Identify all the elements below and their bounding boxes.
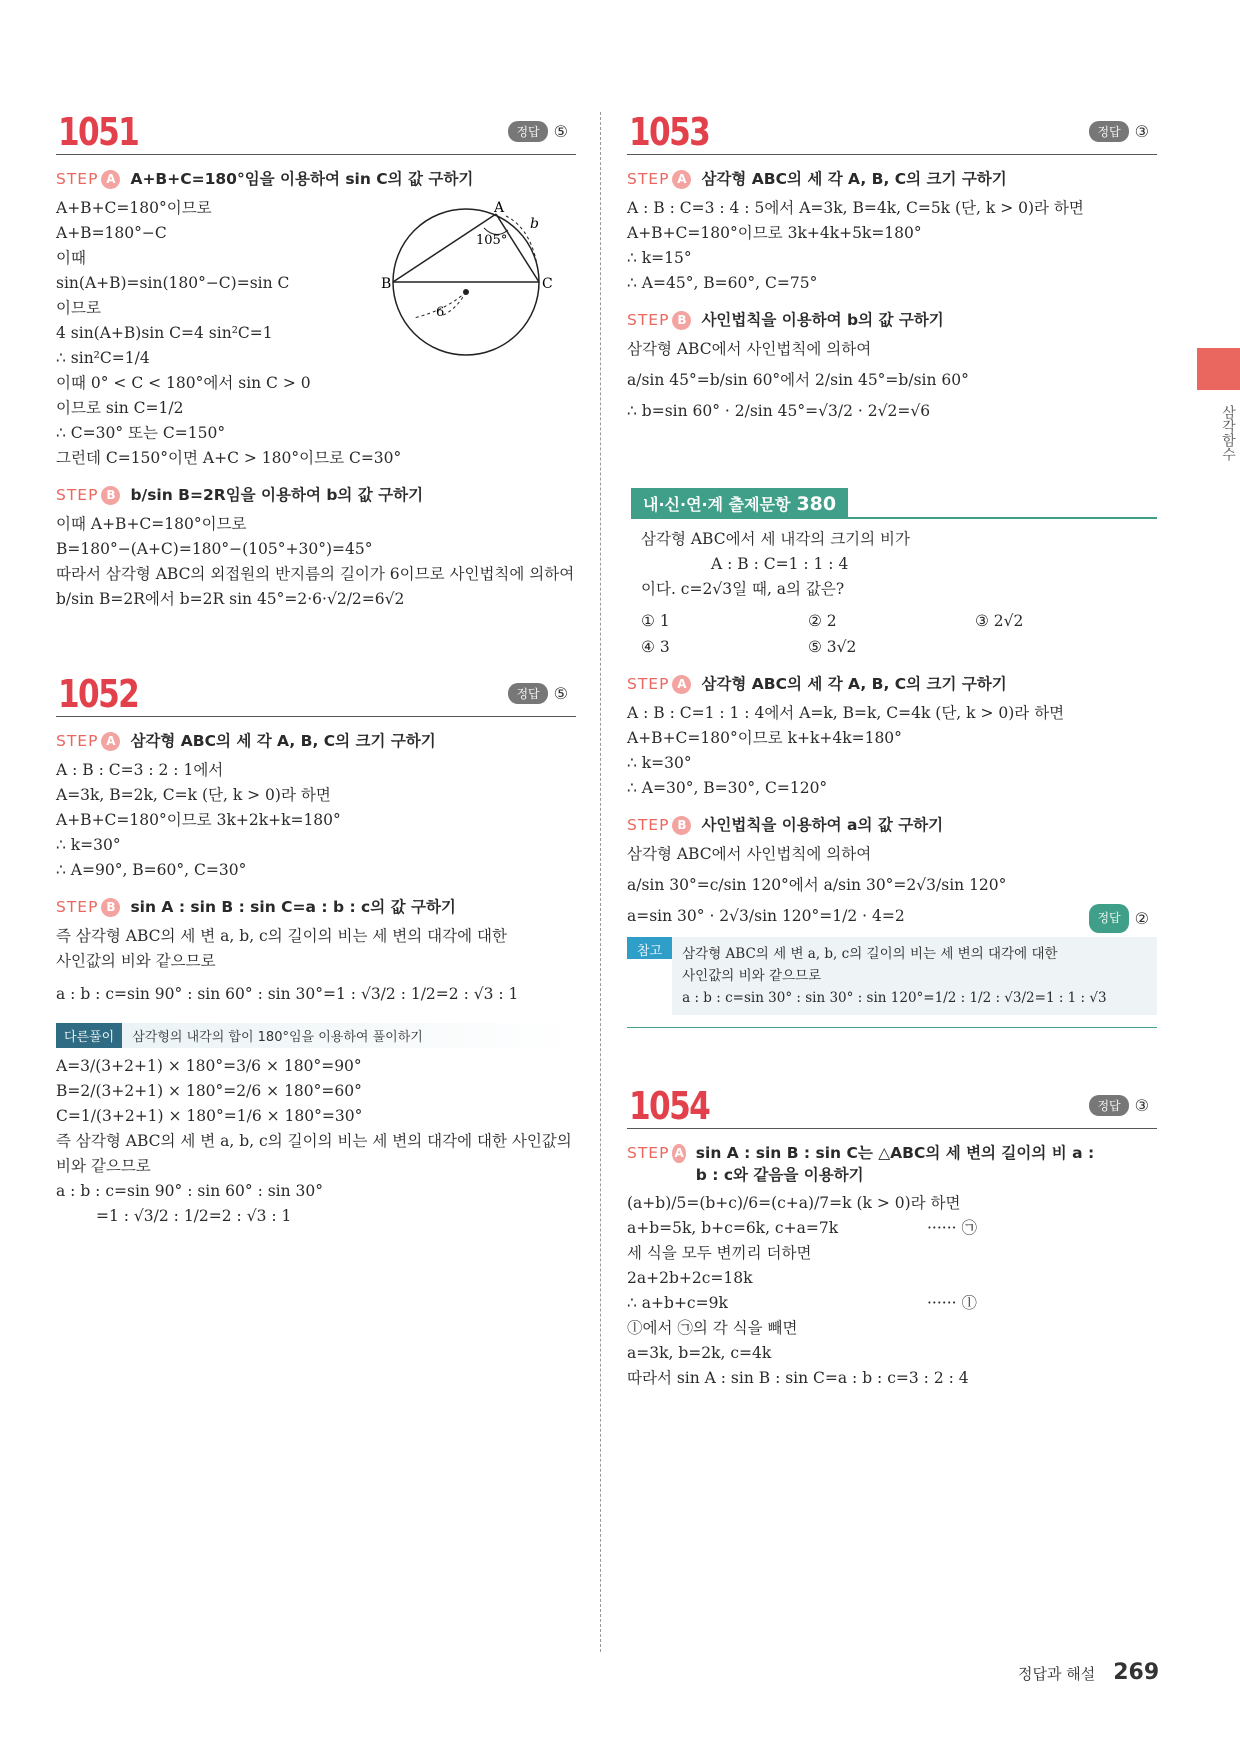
math-line: A+B+C=180°이므로 xyxy=(56,199,212,217)
answer-badge: 정답 xyxy=(508,683,547,704)
math-line: 이때 0° < C < 180°에서 sin C > 0 xyxy=(56,374,311,392)
left-column xyxy=(56,100,576,1229)
point-c-label: C xyxy=(542,276,553,292)
alternate-solution-header xyxy=(56,1023,576,1048)
question-line: 삼각형 ABC에서 세 내각의 크기의 비가 xyxy=(641,530,910,548)
choice: ① 1 xyxy=(641,612,670,630)
step-a: STEP A sin A : sin B : sin C는 △ABC의 세 변의 길이의 비 a : b : c와 같음을 이용하기 xyxy=(627,1141,1097,1185)
alternate-badge: 다른풀이 xyxy=(56,1023,122,1048)
step-letter: A xyxy=(672,675,691,694)
math-line: a/sin 45°=b/sin 60°에서 2/sin 45°=b/sin 60° xyxy=(627,371,969,389)
math-line: B=180°−(A+C)=180°−(105°+30°)=45° xyxy=(56,540,373,558)
answer-badge: 정답 xyxy=(1089,904,1128,933)
reference-note xyxy=(627,937,1157,1015)
answer-box xyxy=(1089,904,1149,933)
answer-value: ⑤ xyxy=(553,684,568,703)
math-text: a+b=5k, b+c=6k, c+a=7k xyxy=(627,1219,839,1237)
column-divider xyxy=(600,112,601,1652)
reference-body xyxy=(672,937,1157,1015)
math-line: 따라서 삼각형 ABC의 외접원의 반지름의 길이가 6이므로 사인법칙에 의하여 xyxy=(56,565,575,583)
math-line: ∴ sin²C=1/4 xyxy=(56,349,150,367)
math-line: 세 식을 모두 변끼리 더하면 xyxy=(627,1244,812,1262)
step-letter: B xyxy=(101,486,120,505)
math-line: ∴ k=30° xyxy=(627,754,692,772)
step-title: sin A : sin B : sin C=a : b : c의 값 구하기 xyxy=(130,898,456,916)
math-line: A+B+C=180°이므로 3k+4k+5k=180° xyxy=(627,224,922,242)
choice: ③ 2√2 xyxy=(974,612,1024,630)
step-a-body xyxy=(627,701,1157,801)
math-line: a : b : c=sin 90° : sin 60° : sin 30°=1 : √3/2 : 1/2=2 : √3 : 1 xyxy=(56,985,519,1003)
step-letter: B xyxy=(672,816,691,835)
step-b: STEP B 사인법칙을 이용하여 a의 값 구하기 xyxy=(627,813,1157,836)
answer-value: ⑤ xyxy=(553,122,568,141)
step-b: STEP B 사인법칙을 이용하여 b의 값 구하기 xyxy=(627,308,1157,331)
equation-marker: ······ ⓛ xyxy=(927,1294,977,1312)
math-line xyxy=(627,1291,1157,1316)
step-b-body xyxy=(627,337,1157,424)
answer-choices xyxy=(641,608,1147,660)
linked-problem-number: 380 xyxy=(796,493,837,515)
math-line: ∴ k=15° xyxy=(627,249,692,267)
math-line: 이므로 xyxy=(56,299,101,317)
right-column xyxy=(627,100,1157,1391)
math-line: ∴ A=30°, B=30°, C=120° xyxy=(627,779,828,797)
problem-number: 1052 xyxy=(58,672,139,716)
math-line: ∴ C=30° 또는 C=150° xyxy=(56,424,226,442)
step-title: 삼각형 ABC의 세 각 A, B, C의 크기 구하기 xyxy=(130,732,436,750)
math-line: C=1/(3+2+1) × 180°=1/6 × 180°=30° xyxy=(56,1107,363,1125)
question-line: 이다. c=2√3일 때, a의 값은? xyxy=(641,580,845,598)
step-a: STEP A A+B+C=180°임을 이용하여 sin C의 값 구하기 xyxy=(56,167,576,190)
step-letter: B xyxy=(672,311,691,330)
reference-line: a : b : c=sin 30° : sin 30° : sin 120°=1/2 : 1/2 : √3/2=1 : 1 : √3 xyxy=(682,990,1107,1006)
math-line: 삼각형 ABC에서 사인법칙에 의하여 xyxy=(627,845,872,863)
math-line: B=2/(3+2+1) × 180°=2/6 × 180°=60° xyxy=(56,1082,362,1100)
math-line: A+B+C=180°이므로 k+k+4k=180° xyxy=(627,729,902,747)
step-letter: A xyxy=(101,732,120,751)
math-line: (a+b)/5=(b+c)/6=(c+a)/7=k (k > 0)라 하면 xyxy=(627,1194,961,1212)
step-title: 사인법칙을 이용하여 a의 값 구하기 xyxy=(701,816,944,834)
circle-figure xyxy=(366,200,566,370)
choice: ⑤ 3√2 xyxy=(807,638,857,656)
step-letter: B xyxy=(101,898,120,917)
problem-number: 1051 xyxy=(58,110,139,154)
step-letter: A xyxy=(672,1144,685,1163)
math-line: 삼각형 ABC에서 사인법칙에 의하여 xyxy=(627,340,872,358)
step-letter: A xyxy=(101,170,120,189)
math-line: a/sin 30°=c/sin 120°에서 a/sin 30°=2√3/sin 120° xyxy=(627,876,1007,894)
math-line: 사인값의 비와 같으므로 xyxy=(56,952,216,970)
angle-label: 105° xyxy=(476,233,508,248)
reference-line: 삼각형 ABC의 세 변 a, b, c의 길이의 비는 세 변의 대각에 대한 xyxy=(682,946,1058,962)
chapter-tab xyxy=(1197,348,1240,390)
answer-value: ② xyxy=(1134,909,1149,928)
math-line: 이때 A+B+C=180°이므로 xyxy=(56,515,247,533)
math-line: 4 sin(A+B)sin C=4 sin²C=1 xyxy=(56,324,273,342)
answer-box xyxy=(1089,1095,1149,1116)
linked-problem-box xyxy=(631,488,1157,660)
math-line: ∴ A=90°, B=60°, C=30° xyxy=(56,861,247,879)
step-title: 사인법칙을 이용하여 b의 값 구하기 xyxy=(701,311,944,329)
step-b: STEP B sin A : sin B : sin C=a : b : c의 값 구하기 xyxy=(56,895,576,918)
answer-badge: 정답 xyxy=(508,121,547,142)
point-a-label: A xyxy=(494,200,505,216)
math-line: 이때 xyxy=(56,249,86,267)
chapter-label: 삼각함수 xyxy=(1220,405,1236,461)
equation-marker: ······ ㉠ xyxy=(927,1219,977,1237)
step-b-body xyxy=(627,842,1157,929)
math-line: 그런데 C=150°이면 A+C > 180°이므로 C=30° xyxy=(56,449,402,467)
answer-box xyxy=(508,683,568,704)
step-a-body xyxy=(627,196,1157,296)
math-line xyxy=(627,904,1157,929)
problem-1051-header xyxy=(56,100,576,155)
math-line: 이므로 sin C=1/2 xyxy=(56,399,184,417)
answer-value: ③ xyxy=(1134,122,1149,141)
math-line: A : B : C=1 : 1 : 4에서 A=k, B=k, C=4k (단, k > 0)라 하면 xyxy=(627,704,1065,722)
math-line: b/sin B=2R에서 b=2R sin 45°=2·6·√2/2=6√2 xyxy=(56,590,405,608)
step-a-body xyxy=(627,1191,1157,1391)
math-line: sin(A+B)=sin(180°−C)=sin C xyxy=(56,274,290,292)
step-b: STEP B b/sin B=2R임을 이용하여 b의 값 구하기 xyxy=(56,483,576,506)
math-line: ⓛ에서 ㉠의 각 식을 빼면 xyxy=(627,1319,798,1337)
math-line: 즉 삼각형 ABC의 세 변 a, b, c의 길이의 비는 세 변의 대각에 대한 사인값의 xyxy=(56,1132,572,1150)
problem-number: 1054 xyxy=(629,1084,710,1128)
math-text: ∴ a+b+c=9k xyxy=(627,1294,728,1312)
math-line: A+B=180°−C xyxy=(56,224,167,242)
math-line: 2a+2b+2c=18k xyxy=(627,1269,753,1287)
math-text: a=sin 30° · 2√3/sin 120°=1/2 · 4=2 xyxy=(627,907,905,925)
step-b-body xyxy=(56,512,576,612)
math-line: 즉 삼각형 ABC의 세 변 a, b, c의 길이의 비는 세 변의 대각에 대한 xyxy=(56,927,507,945)
math-line: 따라서 sin A : sin B : sin C=a : b : c=3 : 2 : 4 xyxy=(627,1369,969,1387)
step-a: STEP A 삼각형 ABC의 세 각 A, B, C의 크기 구하기 xyxy=(627,167,1157,190)
page-number: 269 xyxy=(1113,1660,1160,1685)
math-line: A : B : C=3 : 4 : 5에서 A=3k, B=4k, C=5k (단, k > 0)라 하면 xyxy=(627,199,1084,217)
answer-badge: 정답 xyxy=(1089,1095,1128,1116)
choice: ② 2 xyxy=(807,612,837,630)
math-line: ∴ A=45°, B=60°, C=75° xyxy=(627,274,818,292)
problem-1053-header xyxy=(627,100,1157,155)
step-title: 삼각형 ABC의 세 각 A, B, C의 크기 구하기 xyxy=(701,170,1007,188)
math-line: ∴ b=sin 60° · 2/sin 45°=√3/2 · 2√2=√6 xyxy=(627,402,931,420)
math-line: a : b : c=sin 90° : sin 60° : sin 30° xyxy=(56,1182,324,1200)
reference-line: 사인값의 비와 같으므로 xyxy=(682,968,822,984)
step-title: 삼각형 ABC의 세 각 A, B, C의 크기 구하기 xyxy=(701,675,1007,693)
alternate-body xyxy=(56,1054,576,1229)
footer-text: 정답과 해설 xyxy=(1018,1665,1096,1683)
step-title: A+B+C=180°임을 이용하여 sin C의 값 구하기 xyxy=(130,170,474,188)
math-line: A=3k, B=2k, C=k (단, k > 0)라 하면 xyxy=(56,786,331,804)
step-b-body xyxy=(56,924,576,1007)
problem-number: 1053 xyxy=(629,110,710,154)
math-line: A=3/(3+2+1) × 180°=3/6 × 180°=90° xyxy=(56,1057,362,1075)
answer-box xyxy=(508,121,568,142)
radius-label: 6 xyxy=(436,305,445,320)
answer-badge: 정답 xyxy=(1089,121,1128,142)
page-footer xyxy=(1018,1660,1159,1685)
reference-badge: 참고 xyxy=(627,937,672,959)
point-b-label: B xyxy=(381,276,392,292)
step-letter: A xyxy=(672,170,691,189)
math-line: A : B : C=3 : 2 : 1에서 xyxy=(56,761,224,779)
choice: ④ 3 xyxy=(641,638,670,656)
linked-problem-body xyxy=(631,519,1157,660)
step-a-body xyxy=(56,758,576,883)
math-line: =1 : √3/2 : 1/2=2 : √3 : 1 xyxy=(96,1207,292,1225)
step-a: STEP A 삼각형 ABC의 세 각 A, B, C의 크기 구하기 xyxy=(56,729,576,752)
math-line: ∴ k=30° xyxy=(56,836,121,854)
math-line: a=3k, b=2k, c=4k xyxy=(627,1344,772,1362)
math-line: 비와 같으므로 xyxy=(56,1157,151,1175)
math-line xyxy=(627,1216,1157,1241)
math-line: A+B+C=180°이므로 3k+2k+k=180° xyxy=(56,811,341,829)
step-title: sin A : sin B : sin C는 △ABC의 세 변의 길이의 비 a : b : c와 같음을 이용하기 xyxy=(695,1144,1095,1184)
step-a: STEP A 삼각형 ABC의 세 각 A, B, C의 크기 구하기 xyxy=(627,672,1157,695)
step-title: b/sin B=2R임을 이용하여 b의 값 구하기 xyxy=(130,486,424,504)
answer-value: ③ xyxy=(1134,1096,1149,1115)
alternate-title: 삼각형의 내각의 합이 180°임을 이용하여 풀이하기 xyxy=(132,1030,423,1045)
linked-problem-label: 내·신·연·계 출제문항 xyxy=(643,495,791,514)
problem-1052-header xyxy=(56,662,576,717)
side-b-label: b xyxy=(530,216,539,232)
linked-problem-tab xyxy=(631,488,848,519)
problem-1054-header xyxy=(627,1074,1157,1129)
question-line: A : B : C=1 : 1 : 4 xyxy=(711,555,849,573)
answer-box xyxy=(1089,121,1149,142)
